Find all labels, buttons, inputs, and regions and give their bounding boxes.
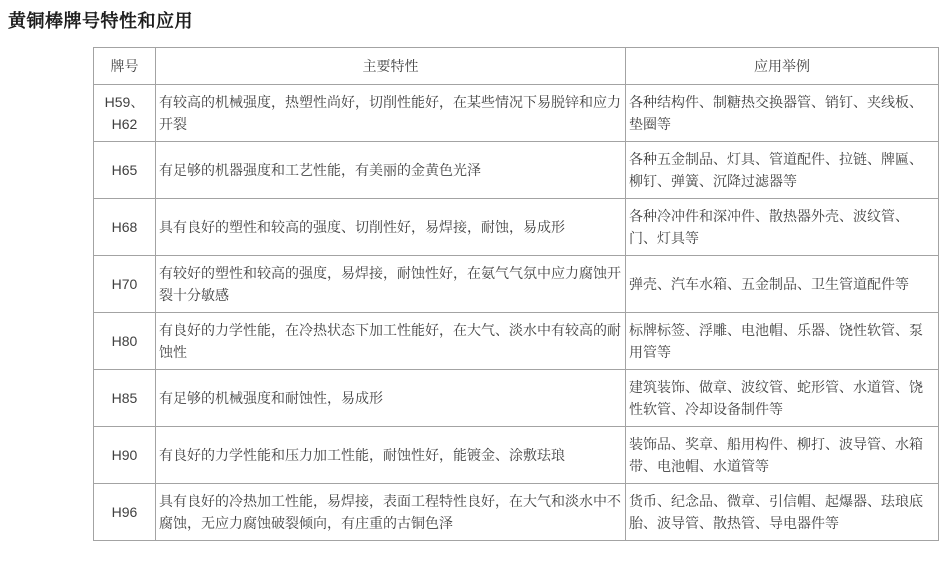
features-cell: 有足够的机器强度和工艺性能，有美丽的金黄色光泽 (156, 142, 626, 199)
features-cell: 具有良好的塑性和较高的强度、切削性好，易焊接，耐蚀，易成形 (156, 199, 626, 256)
header-cell-applications: 应用举例 (626, 48, 939, 85)
grade-cell: H96 (94, 484, 156, 541)
table-row (94, 199, 939, 256)
features-cell: 有较高的机械强度，热塑性尚好，切削性能好，在某些情况下易脱锌和应力开裂 (156, 85, 626, 142)
brass-grades-table (93, 47, 939, 541)
features-cell: 有足够的机械强度和耐蚀性，易成形 (156, 370, 626, 427)
table-row (94, 484, 939, 541)
applications-cell: 各种冷冲件和深冲件、散热器外壳、波纹管、门、灯具等 (626, 199, 939, 256)
features-cell: 具有良好的冷热加工性能，易焊接，表面工程特性良好，在大气和淡水中不腐蚀，无应力腐蚀破裂倾向，有庄重的古铜色泽 (156, 484, 626, 541)
table-row (94, 370, 939, 427)
grade-cell: H68 (94, 199, 156, 256)
features-cell: 有较好的塑性和较高的强度，易焊接，耐蚀性好，在氨气气氛中应力腐蚀开裂十分敏感 (156, 256, 626, 313)
table-row (94, 256, 939, 313)
grade-cell: H85 (94, 370, 156, 427)
table-row (94, 427, 939, 484)
applications-cell: 各种结构件、制糖热交换器管、销钉、夹线板、垫圈等 (626, 85, 939, 142)
table-row (94, 313, 939, 370)
applications-cell: 建筑装饰、做章、波纹管、蛇形管、水道管、饶性软管、冷却设备制件等 (626, 370, 939, 427)
features-cell: 有良好的力学性能和压力加工性能，耐蚀性好，能镀金、涂敷珐琅 (156, 427, 626, 484)
applications-cell: 弹壳、汽车水箱、五金制品、卫生管道配件等 (626, 256, 939, 313)
grade-cell: H70 (94, 256, 156, 313)
features-cell: 有良好的力学性能，在冷热状态下加工性能好，在大气、淡水中有较高的耐蚀性 (156, 313, 626, 370)
header-cell-grade: 牌号 (94, 48, 156, 85)
applications-cell: 标牌标签、浮雕、电池帽、乐器、饶性软管、泵用管等 (626, 313, 939, 370)
header-cell-features: 主要特性 (156, 48, 626, 85)
table-row (94, 85, 939, 142)
page-title: 黄铜棒牌号特性和应用 (8, 11, 193, 31)
grade-cell: H80 (94, 313, 156, 370)
grade-cell: H90 (94, 427, 156, 484)
grade-cell: H65 (94, 142, 156, 199)
applications-cell: 货币、纪念品、微章、引信帽、起爆器、珐琅底胎、波导管、散热管、导电器件等 (626, 484, 939, 541)
header-row (94, 48, 939, 85)
table-row (94, 142, 939, 199)
applications-cell: 各种五金制品、灯具、管道配件、拉链、牌匾、柳钉、弹簧、沉降过滤器等 (626, 142, 939, 199)
applications-cell: 装饰品、奖章、船用构件、柳打、波导管、水箱带、电池帽、水道管等 (626, 427, 939, 484)
grade-cell: H59、H62 (94, 85, 156, 142)
